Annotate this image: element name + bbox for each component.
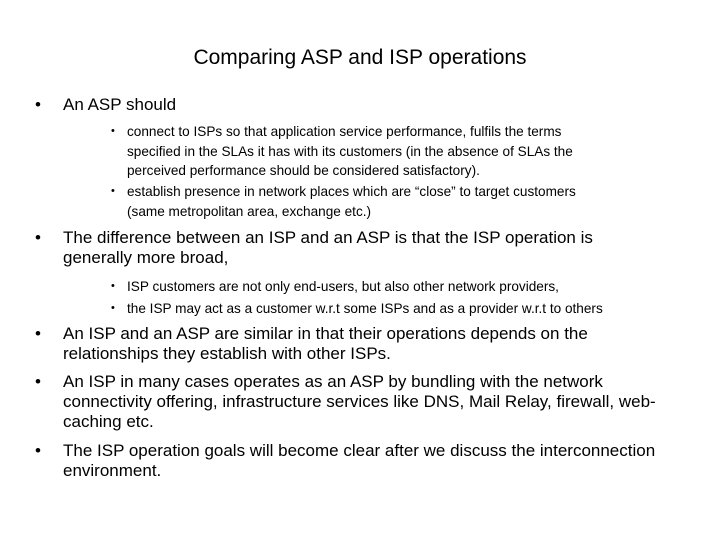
bullet-bundling (35, 372, 656, 432)
bullet-text: The difference between an ISP and an ASP is that the ISP operation is generally more broad, (63, 228, 593, 267)
bullet-goals (35, 441, 656, 481)
sub-bullet-text: the ISP may act as a customer w.r.t some ISPs and as a provider w.r.t to others (127, 301, 603, 316)
sub-bullet-marker: • (111, 185, 115, 197)
slide-title: Comparing ASP and ISP operations (193, 46, 527, 69)
sub-bullet-establish-presence (111, 182, 576, 221)
bullet-text: The ISP operation goals will become clear after we discuss the interconnection environment. (63, 441, 656, 480)
bullet-marker: • (35, 95, 41, 114)
bullet-text: An ISP and an ASP are similar in that their operations depends on the relationships they establish with other ISPs. (63, 324, 588, 363)
bullet-similar (35, 324, 588, 364)
bullet-marker: • (35, 372, 41, 391)
sub-bullet-isp-customer-provider (111, 299, 603, 319)
sub-bullet-marker: • (111, 302, 115, 314)
bullet-marker: • (35, 228, 41, 247)
sub-bullet-text: establish presence in network places which are “close” to target customers (same metropolitan area, exchange etc.) (127, 184, 576, 219)
sub-bullet-text: connect to ISPs so that application service performance, fulfils the terms specified in the SLAs it has with its customers (in the absence of SLAs the perceived performance should be considered satisfactory). (127, 124, 573, 178)
sub-bullet-text: ISP customers are not only end-users, but also other network providers, (127, 279, 559, 294)
bullet-marker: • (35, 441, 41, 460)
sub-bullet-marker: • (111, 280, 115, 292)
sub-bullet-isp-customers (111, 277, 559, 297)
bullet-marker: • (35, 324, 41, 343)
bullet-difference (35, 228, 593, 268)
sub-bullet-marker: • (111, 125, 115, 137)
sub-bullet-connect-isps (111, 122, 573, 181)
bullet-asp-should (35, 95, 177, 115)
bullet-text: An ISP in many cases operates as an ASP by bundling with the network connectivity offering, infrastructure services like DNS, Mail Relay, firewall, web- caching etc. (63, 372, 656, 431)
bullet-text: An ASP should (63, 95, 177, 114)
